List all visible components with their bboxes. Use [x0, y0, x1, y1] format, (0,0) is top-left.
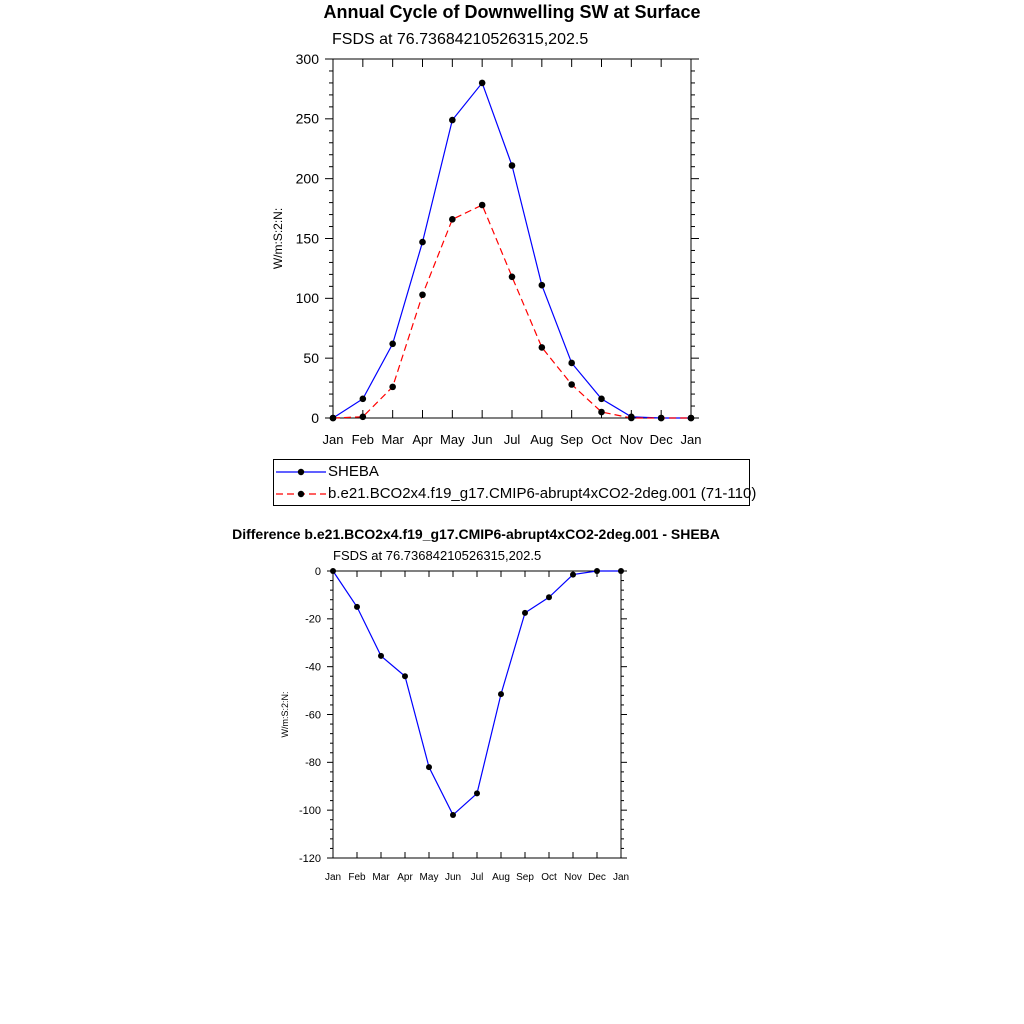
top-x-tick-label: Aug [530, 432, 554, 447]
top-y-tick-label: 100 [295, 290, 319, 307]
diff-series-0-point [522, 610, 528, 616]
top-x-tick-label: Sep [560, 432, 584, 447]
top-series-0-point [389, 341, 396, 348]
diff-x-tick-label: Dec [588, 872, 606, 883]
diff-y-tick-label: -60 [305, 709, 321, 722]
top-y-axis-label: W/m:S:2:N: [271, 207, 285, 270]
top-chart-subtitle: FSDS at 76.73684210526315,202.5 [332, 31, 589, 48]
top-series-1-point [658, 415, 665, 422]
diff-x-tick-label: Mar [372, 872, 390, 883]
diff-x-tick-label: Feb [348, 872, 366, 883]
diff-series-0-point [402, 673, 408, 679]
top-x-tick-label: Nov [619, 432, 643, 447]
top-series-0-point [568, 360, 575, 367]
diff-y-tick-label: -80 [305, 757, 321, 770]
diff-series-0-point [498, 691, 504, 697]
top-series-1-point [479, 202, 486, 209]
diff-series-0-point [474, 790, 480, 796]
top-x-tick-label: Jul [503, 432, 521, 447]
top-x-tick-label: Jun [471, 432, 493, 447]
top-series-1-point [389, 384, 396, 391]
diff-x-tick-label: Jan [612, 872, 630, 883]
diff-series-0-point [546, 594, 552, 600]
top-y-tick-label: 50 [303, 350, 319, 367]
top-y-tick-label: 150 [295, 230, 319, 247]
diff-x-tick-label: Sep [516, 872, 534, 883]
top-series-1-point [330, 415, 337, 422]
diff-series-0-point [594, 568, 600, 574]
top-x-tick-label: Jan [322, 432, 344, 447]
top-series-0-line [333, 83, 691, 418]
top-series-1-line [333, 205, 691, 418]
diff-y-tick-label: 0 [314, 565, 321, 578]
diff-x-tick-label: Oct [541, 872, 557, 883]
top-x-tick-label: Feb [351, 432, 375, 447]
top-y-tick-label: 300 [295, 50, 319, 67]
top-series-0-point [419, 239, 426, 246]
diff-plot-area [280, 566, 629, 883]
top-x-tick-label: Jan [680, 432, 702, 447]
top-series-0-point [509, 162, 516, 169]
legend-label-sheba: SHEBA [328, 463, 379, 480]
top-plot-frame [333, 59, 691, 418]
top-y-tick-label: 250 [295, 110, 319, 127]
diff-y-tick-label: -120 [298, 852, 321, 865]
top-x-tick-label: Mar [381, 432, 404, 447]
top-series-1-point [688, 415, 695, 422]
difference-chart-subtitle: FSDS at 76.73684210526315,202.5 [333, 548, 542, 563]
diff-series-0-point [330, 568, 336, 574]
top-series-1-point [449, 216, 456, 223]
top-series-0-point [598, 396, 605, 403]
diff-plot-frame [333, 571, 621, 858]
top-series-1-point [628, 415, 635, 422]
diff-x-tick-label: Aug [492, 872, 510, 883]
top-series-1-point [509, 273, 516, 280]
top-y-tick-label: 0 [311, 409, 319, 426]
difference-chart-title: Difference b.e21.BCO2x4.f19_g17.CMIP6-abrupt4xCO2-2deg.001 - SHEBA [232, 526, 720, 542]
legend-swatch-model [276, 483, 328, 505]
top-series-0-point [479, 80, 486, 87]
legend-item-model [274, 483, 757, 505]
diff-x-tick-label: Apr [397, 872, 413, 883]
diff-y-tick-label: -40 [305, 661, 321, 674]
top-series-1-point [360, 414, 367, 421]
diff-x-tick-label: May [419, 872, 439, 883]
diff-x-tick-label: Nov [564, 872, 582, 883]
diff-x-tick-label: Jul [470, 872, 484, 883]
legend-item-sheba [274, 461, 749, 483]
top-y-tick-label: 200 [295, 170, 319, 187]
diff-series-0-point [426, 764, 432, 770]
top-plot-area [271, 51, 701, 447]
top-x-tick-label: Oct [591, 432, 612, 447]
legend-swatch-sheba [276, 461, 328, 483]
top-series-0-point [539, 282, 546, 289]
diff-series-0-point [354, 604, 360, 610]
top-series-1-point [598, 409, 605, 416]
top-x-tick-label: Dec [649, 432, 673, 447]
top-series-1-point [568, 381, 575, 388]
chart-title: Annual Cycle of Downwelling SW at Surface [323, 2, 701, 22]
top-series-0-point [360, 396, 367, 403]
top-series-1-point [419, 291, 426, 298]
diff-series-0-line [333, 571, 621, 815]
diff-x-tick-label: Jan [324, 872, 342, 883]
diff-x-tick-label: Jun [444, 872, 462, 883]
legend [273, 459, 757, 506]
diff-series-0-point [378, 653, 384, 659]
diff-series-0-point [450, 812, 456, 818]
diff-y-tick-label: -100 [298, 805, 321, 818]
diff-series-0-point [570, 572, 576, 578]
legend-label-model: b.e21.BCO2x4.f19_g17.CMIP6-abrupt4xCO2-2deg.001 (71-110) [328, 485, 757, 502]
diff-y-tick-label: -20 [305, 613, 321, 626]
top-x-tick-label: Apr [412, 432, 433, 447]
diff-y-axis-label: W/m:S:2:N: [280, 691, 290, 738]
top-series-0-point [449, 117, 456, 124]
top-series-1-point [539, 344, 546, 351]
top-x-tick-label: May [440, 432, 465, 447]
diff-series-0-point [618, 568, 624, 574]
